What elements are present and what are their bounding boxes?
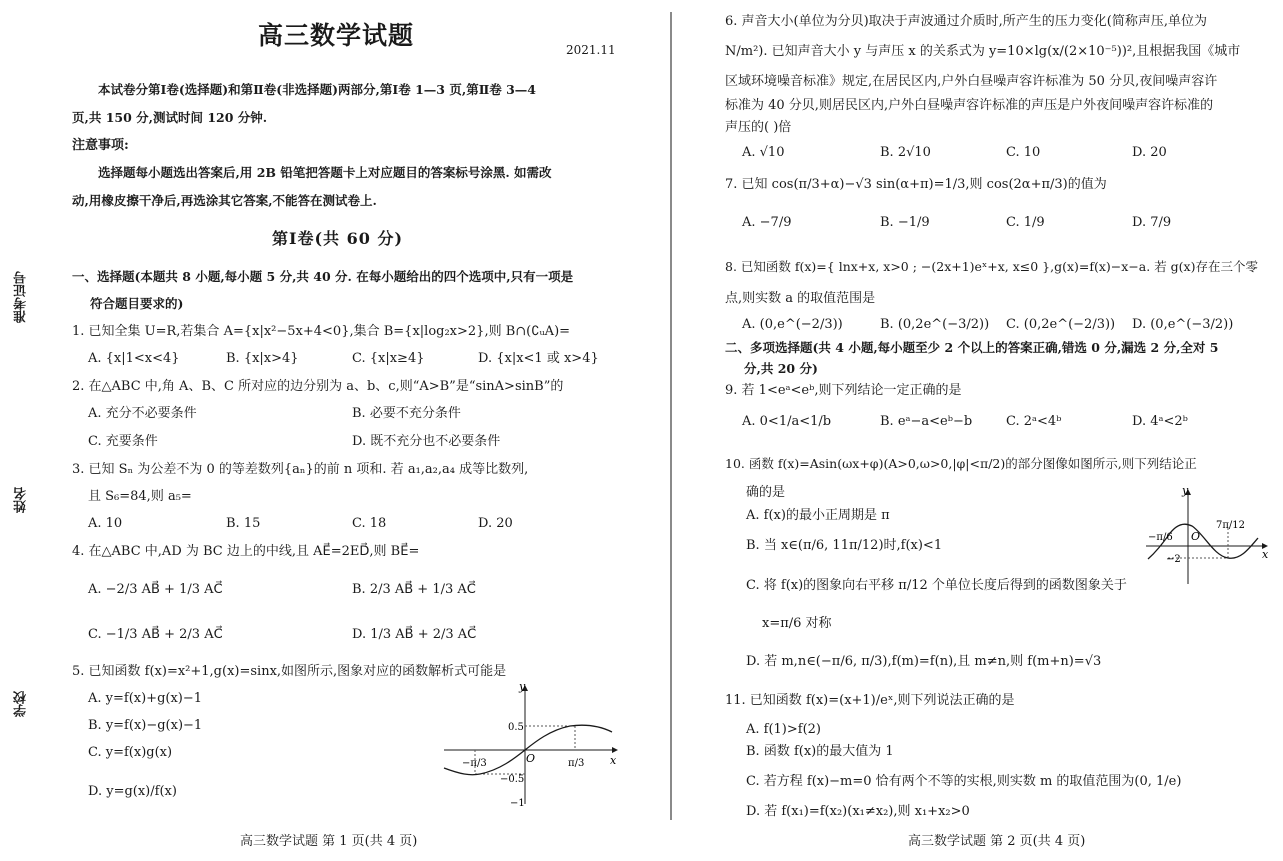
q4-option-d: D. 1/3 AB⃗ + 2/3 AC⃗ (352, 627, 477, 642)
q4-option-b: B. 2/3 AB⃗ + 1/3 AC⃗ (352, 582, 476, 597)
q11-option-b: B. 函数 f(x)的最大值为 1 (746, 744, 894, 759)
q5-x-tick-pos: π/3 (568, 758, 585, 769)
q6-option-c: C. 10 (1006, 145, 1041, 160)
question-6-line-1: 6. 声音大小(单位为分贝)取决于声波通过介质时,所产生的压力变化(简称声压,单位为 (725, 14, 1208, 29)
question-6-line-5: 声压的( )倍 (725, 120, 792, 135)
q5-origin-label: O (526, 752, 536, 765)
question-10-line-1: 10. 函数 f(x)=Asin(ωx+φ)(A>0,ω>0,|φ|<π/2)的部分图像如图所示,则下列结论正 (725, 456, 1197, 471)
q7-option-d: D. 7/9 (1132, 215, 1172, 230)
q10-option-a: A. f(x)的最小正周期是 π (746, 508, 890, 523)
question-6-line-2: N/m²). 已知声音大小 y 与声压 x 的关系式为 y=10×lg(x/(2×10⁻⁵))²,且根据我国《城市 (725, 44, 1241, 59)
right-page (672, 0, 1283, 861)
part2-heading-1: 二、多项选择题(共 4 小题,每小题至少 2 个以上的答案正确,错选 0 分,漏选 2 分,全对 5 (725, 340, 1219, 355)
q9-option-a: A. 0<1/a<1/b (742, 414, 832, 429)
q10-x-label: x (1262, 548, 1269, 561)
q11-option-a: A. f(1)>f(2) (746, 722, 821, 737)
q5-y-tick-bot: −1 (510, 798, 525, 809)
q5-x-label: x (610, 754, 617, 767)
question-6-line-4: 标准为 40 分贝,则居民区内,户外白昼噪声容许标准的声压是户外夜间噪声容许标准的 (725, 98, 1214, 113)
q2-option-b: B. 必要不充分条件 (352, 406, 461, 421)
q11-option-c: C. 若方程 f(x)−m=0 恰有两个不等的实根,则实数 m 的取值范围为(0, 1/e) (746, 774, 1182, 789)
right-footer: 高三数学试题 第 2 页(共 4 页) (908, 834, 1086, 849)
q10-x-tick-neg: −π/6 (1148, 532, 1173, 543)
q3-option-a: A. 10 (88, 516, 123, 531)
q1-option-c: C. {x|x≥4} (352, 351, 425, 366)
q3-option-c: C. 18 (352, 516, 387, 531)
q10-option-c-line-1: C. 将 f(x)的图象向右平移 π/12 个单位长度后得到的函数图象关于 (746, 578, 1127, 593)
q4-option-a: A. −2/3 AB⃗ + 1/3 AC⃗ (88, 582, 223, 597)
q7-option-b: B. −1/9 (880, 215, 930, 230)
q3-option-b: B. 15 (226, 516, 261, 531)
question-2: 2. 在△ABC 中,角 A、B、C 所对应的边分别为 a、b、c,则“A>B”是“sinA>sinB”的 (72, 379, 564, 394)
q5-x-tick-neg: −π/3 (462, 758, 487, 769)
notice-line-1: 选择题每小题选出答案后,用 2B 铅笔把答题卡上对应题目的答案标号涂黑. 如需改 (98, 165, 552, 180)
q10-option-b: B. 当 x∈(π/6, 11π/12)时,f(x)<1 (746, 538, 943, 553)
q8-option-b: B. (0,2e^(−3/2)) (880, 317, 990, 332)
q1-option-b: B. {x|x>4} (226, 351, 299, 366)
q1-option-a: A. {x|1<x<4} (88, 351, 180, 366)
q7-option-a: A. −7/9 (742, 215, 792, 230)
q5-option-d: D. y=g(x)/f(x) (88, 784, 177, 799)
part2-heading-2: 分,共 20 分) (744, 361, 818, 376)
question-3-line-1: 3. 已知 Sₙ 为公差不为 0 的等差数列{aₙ}的前 n 项和. 若 a₁,a₂,a₄ 成等比数列, (72, 462, 529, 477)
question-5: 5. 已知函数 f(x)=x²+1,g(x)=sinx,如图所示,图象对应的函数解析式可能是 (72, 664, 507, 679)
part1-heading-2: 符合题目要求的) (90, 296, 184, 311)
q10-option-d: D. 若 m,n∈(−π/6, π/3),f(m)=f(n),且 m≠n,则 f(m+n)=√3 (746, 654, 1102, 669)
q6-option-b: B. 2√10 (880, 145, 931, 160)
q4-option-c: C. −1/3 AB⃗ + 2/3 AC⃗ (88, 627, 223, 642)
q9-option-b: B. eᵃ−a<eᵇ−b (880, 414, 973, 429)
name-label: 姓名 (14, 487, 29, 513)
q10-origin-label: O (1191, 530, 1201, 543)
question-8-line-1: 8. 已知函数 f(x)={ lnx+x, x>0 ; −(2x+1)eˣ+x, x≤0 },g(x)=f(x)−x−a. 若 g(x)存在三个零 (725, 259, 1258, 274)
left-footer: 高三数学试题 第 1 页(共 4 页) (240, 834, 418, 849)
question-10-line-2: 确的是 (746, 485, 786, 500)
part1-heading-1: 一、选择题(本题共 8 小题,每小题 5 分,共 40 分. 在每小题给出的四个选项中,只有一项是 (72, 269, 574, 284)
question-6-line-3: 区域环境噪音标准》规定,在居民区内,户外白昼噪声容许标准为 50 分贝,夜间噪声容许 (725, 74, 1218, 89)
q11-option-d: D. 若 f(x₁)=f(x₂)(x₁≠x₂),则 x₁+x₂>0 (746, 804, 970, 819)
question-8-line-2: 点,则实数 a 的取值范围是 (725, 291, 876, 306)
q5-x-arrow-icon (612, 747, 618, 753)
question-11: 11. 已知函数 f(x)=(x+1)/eˣ,则下列说法正确的是 (725, 693, 1015, 708)
q2-option-d: D. 既不充分也不必要条件 (352, 434, 501, 449)
q5-option-a: A. y=f(x)+g(x)−1 (88, 691, 203, 706)
page-title: 高三数学试题 (258, 21, 415, 50)
intro-line-2: 页,共 150 分,测试时间 120 分钟. (72, 110, 268, 125)
q6-option-d: D. 20 (1132, 145, 1167, 160)
q10-function-graph (1144, 484, 1272, 588)
q5-function-graph (440, 682, 620, 810)
q5-y-label: y (519, 682, 526, 693)
q3-option-d: D. 20 (478, 516, 513, 531)
q5-y-tick-low: −0.5 (500, 774, 525, 785)
q10-y-label: y (1182, 484, 1189, 497)
question-9: 9. 若 1<eᵃ<eᵇ,则下列结论一定正确的是 (725, 383, 962, 398)
q5-option-b: B. y=f(x)−g(x)−1 (88, 718, 203, 733)
exam-date: 2021.11 (566, 43, 616, 57)
exam-id-label: 准考证号 (14, 271, 29, 323)
q6-option-a: A. √10 (742, 145, 785, 160)
notice-title: 注意事项: (72, 138, 129, 153)
section-title: 第Ⅰ卷(共 60 分) (272, 229, 404, 248)
notice-line-2: 动,用橡皮擦干净后,再选涂其它答案,不能答在测试卷上. (72, 193, 377, 208)
q8-option-a: A. (0,e^(−2/3)) (742, 317, 843, 332)
q7-option-c: C. 1/9 (1006, 215, 1045, 230)
q10-y-tick-min: −2 (1166, 554, 1181, 565)
q2-option-a: A. 充分不必要条件 (88, 406, 197, 421)
question-7: 7. 已知 cos(π/3+α)−√3 sin(α+π)=1/3,则 cos(2α+π/3)的值为 (725, 177, 1107, 192)
q9-option-d: D. 4ᵃ<2ᵇ (1132, 414, 1188, 429)
q9-option-c: C. 2ᵃ<4ᵇ (1006, 414, 1062, 429)
question-3-line-2: 且 S₆=84,则 a₅= (88, 489, 192, 504)
q8-option-d: D. (0,e^(−3/2)) (1132, 317, 1234, 332)
question-4: 4. 在△ABC 中,AD 为 BC 边上的中线,且 AE⃗=2ED⃗,则 BE⃗= (72, 544, 420, 559)
q5-y-tick-top: 0.5 (508, 722, 524, 733)
q10-option-c-line-2: x=π/6 对称 (762, 616, 832, 631)
q1-option-d: D. {x|x<1 或 x>4} (478, 351, 599, 366)
question-1: 1. 已知全集 U=R,若集合 A={x|x²−5x+4<0},集合 B={x|log₂x>2},则 B∩(∁ᵤA)= (72, 324, 571, 339)
q10-x-tick-pos: 7π/12 (1216, 520, 1246, 531)
q5-option-c: C. y=f(x)g(x) (88, 745, 173, 760)
q2-option-c: C. 充要条件 (88, 434, 158, 449)
school-label: 学校 (14, 691, 29, 717)
q8-option-c: C. (0,2e^(−2/3)) (1006, 317, 1116, 332)
intro-line-1: 本试卷分第Ⅰ卷(选择题)和第Ⅱ卷(非选择题)两部分,第Ⅰ卷 1—3 页,第Ⅱ卷 3—4 (98, 82, 536, 97)
